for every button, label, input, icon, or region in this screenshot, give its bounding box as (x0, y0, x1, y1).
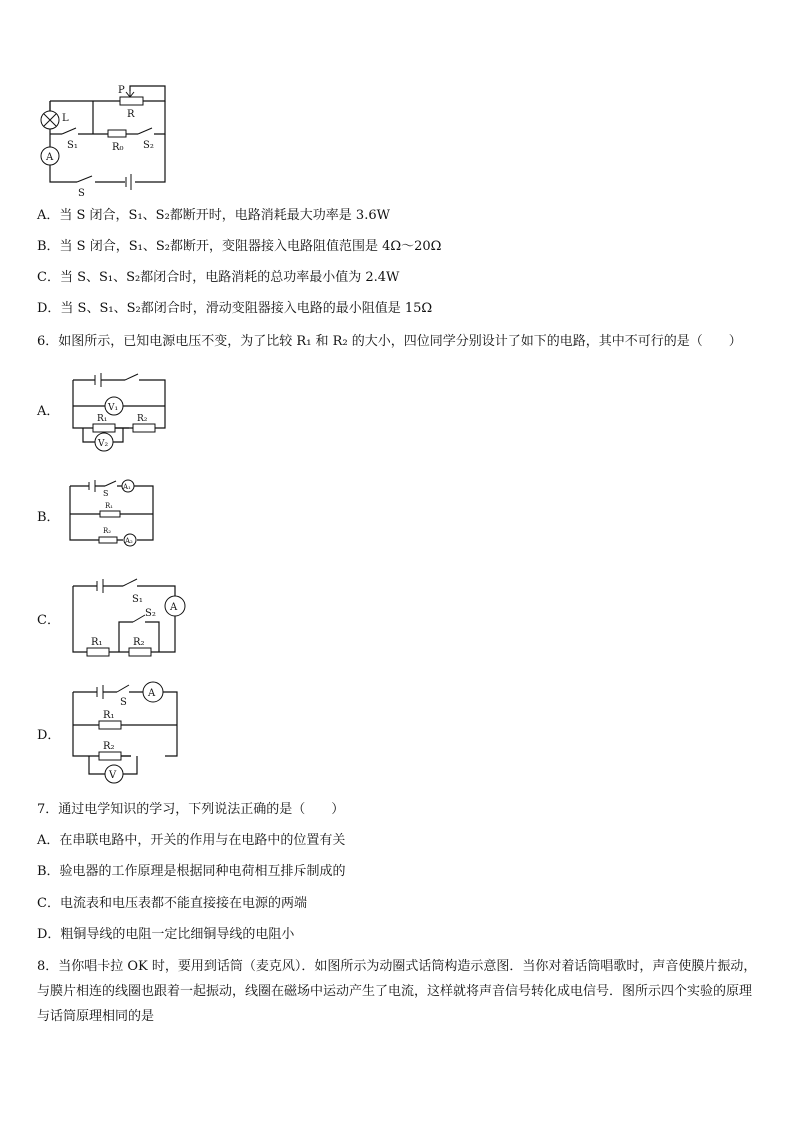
q6a-r1-label: R₁ (97, 414, 108, 424)
q6b-a2-label: A₂ (125, 537, 133, 545)
q5-circuit-diagram (0, 0, 794, 200)
rheostat-slider-arrow (126, 88, 134, 97)
resistor-r0 (108, 130, 126, 137)
q6a-v1-label: V₁ (108, 403, 119, 413)
q7-option-a: A．在串联电路中，开关的作用与在电路中的位置有关 (37, 833, 346, 848)
q6-circuit-d (65, 680, 225, 780)
q6c-r1-label: R₁ (91, 637, 103, 648)
q7-stem: 7．通过电学知识的学习，下列说法正确的是（ ） (37, 802, 345, 817)
q6a-v2-label: V₂ (98, 439, 109, 449)
q6-option-b-label: B． (37, 510, 60, 525)
q6-stem: 6．如图所示，已知电源电压不变，为了比较 R₁ 和 R₂ 的大小，四位同学分别设计了如下的电路，其中不可行的是（ ） (37, 334, 742, 349)
label-s1: S₁ (67, 140, 78, 151)
q6b-r1-label: R₁ (105, 502, 114, 510)
q6d-r2-label: R₂ (103, 741, 115, 752)
q6c-s1-label: S₁ (132, 594, 143, 605)
q6-option-a-label: A． (37, 404, 60, 419)
q6b-s-label: S (103, 489, 109, 498)
q6-option-d-label: D． (37, 728, 61, 743)
q6c-r2-label: R₂ (133, 637, 145, 648)
label-r0: R₀ (112, 142, 124, 153)
lamp-l (41, 111, 59, 129)
circuit-wires (50, 86, 165, 190)
q8-stem: 8．当你唱卡拉 OK 时，要用到话筒（麦克风）．如图所示为动圈式话筒构造示意图．当你对着话筒唱歌时，声音使膜片振动，与膜片相连的线圈也跟着一起振动，线圈在磁场中运动产生了电流，这样就将声音信号转化成电信号．图所示四个实验的原理与话筒原理相同的是 (37, 959, 757, 1024)
q5-option-d: D．当 S、S₁、S₂都闭合时，滑动变阻器接入电路的最小阻值是 15Ω (37, 301, 433, 316)
q6b-r2-label: R₂ (103, 527, 112, 535)
q6-option-c-label: C． (37, 613, 60, 628)
q6a-r2-label: R₂ (137, 414, 148, 424)
q6d-v-label: V (109, 770, 117, 781)
q5-option-b: B．当 S 闭合，S₁、S₂都断开，变阻器接入电路阻值范围是 4Ω～20Ω (37, 239, 442, 254)
q6-circuit-a (65, 370, 225, 460)
label-s: S (78, 188, 85, 199)
label-l: L (62, 113, 69, 124)
q6c-a-label: A (170, 602, 178, 613)
q7-option-d: D．粗铜导线的电阻一定比细铜导线的电阻小 (37, 927, 295, 942)
q6-circuit-b (65, 474, 195, 554)
label-s2: S₂ (143, 140, 154, 151)
q7-option-b: B．验电器的工作原理是根据同种电荷相互排斥制成的 (37, 864, 346, 879)
q5-option-c: C．当 S、S₁、S₂都闭合时，电路消耗的总功率最小值为 2.4W (37, 270, 400, 285)
q6c-s2-label: S₂ (145, 608, 156, 619)
label-r: R (127, 109, 135, 120)
label-p: P (118, 85, 125, 96)
q6d-r1-label: R₁ (103, 710, 115, 721)
q5-option-a: A．当 S 闭合，S₁、S₂都断开时，电路消耗最大功率是 3.6W (37, 208, 390, 223)
label-a: A (46, 152, 54, 163)
q6b-a1-label: A₁ (123, 483, 131, 491)
q6d-s-label: S (120, 697, 127, 708)
rheostat-r (120, 97, 143, 105)
q7-option-c: C．电流表和电压表都不能直接接在电源的两端 (37, 896, 307, 911)
q6d-a-label: A (148, 688, 156, 699)
q6-circuit-c (65, 574, 235, 664)
